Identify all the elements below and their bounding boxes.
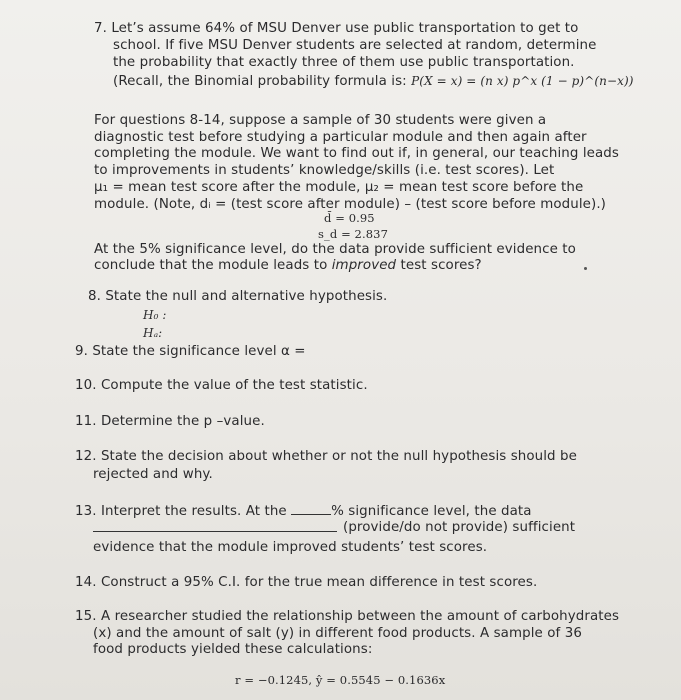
q11-text: 11. Determine the p –value. [75,414,265,429]
intro-line-4: to improvements in students’ knowledge/skills (i.e. test scores). Let [94,163,555,178]
q8-alternative-hypothesis: Hₐ: [143,326,163,340]
q9-text: 9. State the significance level α = [75,344,306,359]
q13-line-1 [75,502,532,520]
decision-blank [93,519,337,532]
q7-line-1: 7. Let’s assume 64% of MSU Denver use public transportation to get to [94,21,579,36]
intro-line-2: diagnostic test before studying a particular module and then again after [94,130,587,145]
q15-line-2: (x) and the amount of salt (y) in different food products. A sample of 36 [93,626,582,641]
intro-question-2-post: test scores? [396,258,482,273]
intro-line-3: completing the module. We want to find out if, in general, our teaching leads [94,146,619,161]
q8-text: 8. State the null and alternative hypothesis. [88,289,388,304]
q8-null-hypothesis: H₀ : [143,308,167,322]
q13-line-3: evidence that the module improved students’ test scores. [93,540,488,555]
q7-line-4 [113,73,634,90]
intro-question-1: At the 5% significance level, do the data provide sufficient evidence to [94,242,576,257]
intro-question-2-pre: conclude that the module leads to [94,258,332,273]
d-bar-value: d̄ = 0.95 [324,211,375,225]
q7-line-3: the probability that exactly three of them use public transportation. [113,55,575,70]
q7-line-4-text: (Recall, the Binomial probability formula is: [113,74,407,89]
intro-question-2 [94,257,482,274]
q14-text: 14. Construct a 95% C.I. for the true mean difference in test scores. [75,575,538,590]
q15-line-1: 15. A researcher studied the relationship between the amount of carbohydrates [75,609,620,624]
q15-line-3: food products yielded these calculations: [93,642,373,657]
q13-line-1-pre: 13. Interpret the results. At the [75,504,292,519]
intro-line-5: μ₁ = mean test score after the module, μ₂ = mean test score before the [94,180,584,195]
s-d-value: s_d = 2.837 [318,227,388,241]
q7-line-2: school. If five MSU Denver students are selected at random, determine [113,38,597,53]
q10-text: 10. Compute the value of the test statistic. [75,378,368,393]
q12-line-1: 12. State the decision about whether or not the null hypothesis should be [75,449,577,464]
significance-blank [291,502,331,515]
intro-line-6: module. (Note, dᵢ = (test score after module) – (test score before module).) [94,197,607,212]
q13-line-1-post: % significance level, the data [331,504,532,519]
binomial-formula: P(X = x) = (n x) p^x (1 − p)^(n−x)) [411,74,634,88]
q12-line-2: rejected and why. [93,467,213,482]
stray-mark [584,267,587,270]
intro-question-2-emphasis: improved [331,258,397,273]
q13-line-2: (provide/do not provide) sufficient [343,520,576,535]
q15-calculations: r = −0.1245, ŷ = 0.5545 − 0.1636x [235,673,446,687]
intro-line-1: For questions 8-14, suppose a sample of 30 students were given a [94,113,547,128]
